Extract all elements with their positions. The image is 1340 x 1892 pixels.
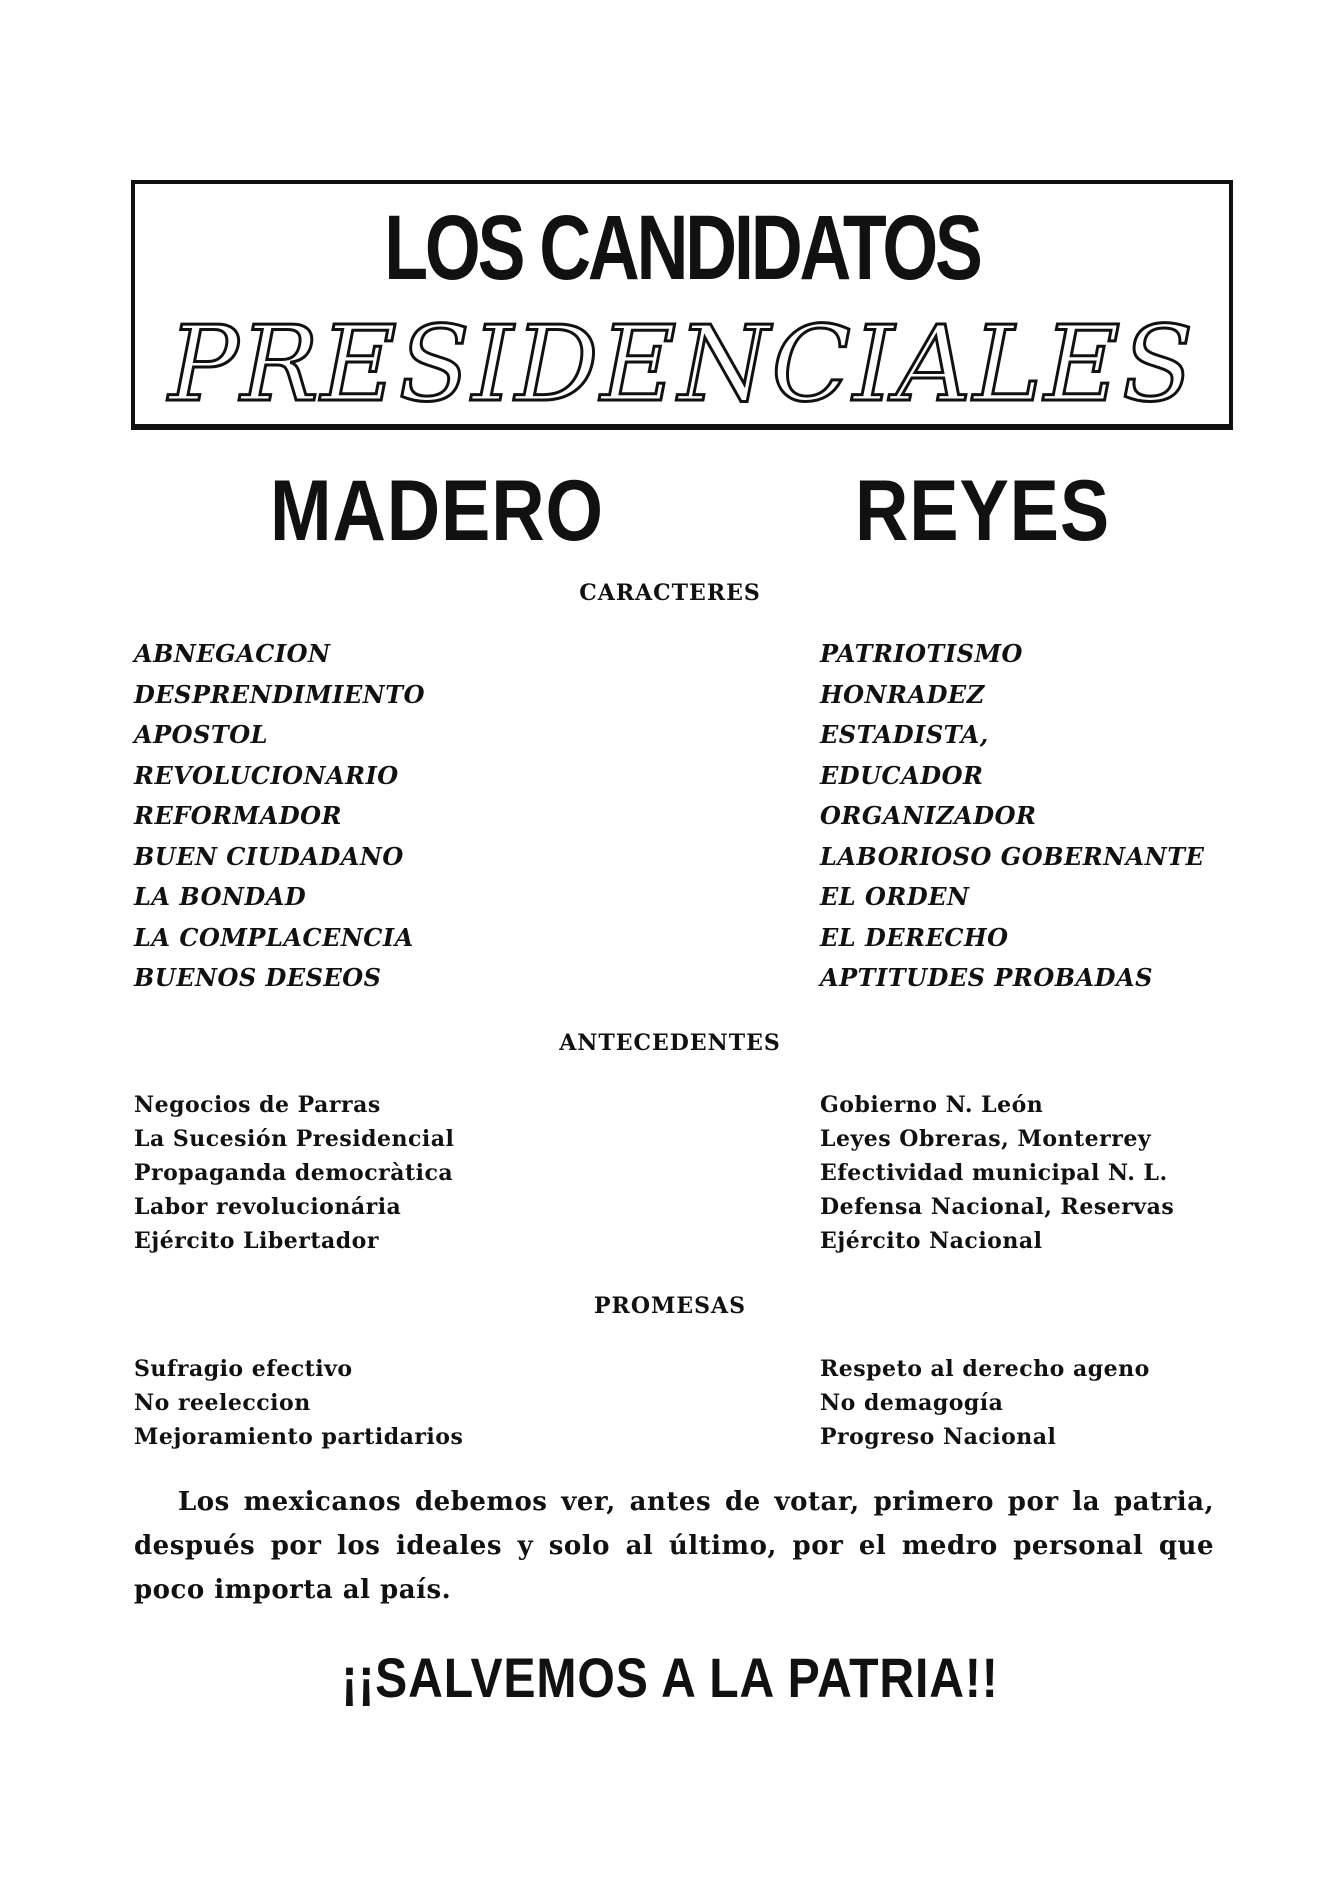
list-item: REVOLUCIONARIO bbox=[134, 760, 399, 790]
list-item: EDUCADOR bbox=[820, 760, 984, 790]
list-item: No reeleccion bbox=[134, 1390, 311, 1416]
list-item: ESTADISTA, bbox=[820, 720, 989, 749]
list-item: PATRIOTISMO bbox=[820, 639, 1023, 668]
list-item: Efectividad municipal N. L. bbox=[820, 1160, 1168, 1186]
candidate-reyes: REYES bbox=[855, 463, 1111, 559]
caracteres-right-list bbox=[820, 634, 1204, 999]
list-item: Mejoramiento partidarios bbox=[134, 1424, 464, 1450]
closing-paragraph: Los mexicanos debemos ver, antes de votar, primero por la patria, después por los ideales y solo al último, por el medro personal que poco importa al país. bbox=[134, 1487, 1214, 1605]
caracteres-left-list bbox=[134, 634, 425, 999]
list-item: Respeto al derecho ageno bbox=[820, 1356, 1150, 1382]
list-item: Negocios de Parras bbox=[134, 1092, 381, 1118]
section-title-antecedentes: ANTECEDENTES bbox=[559, 1030, 781, 1056]
section-title-promesas: PROMESAS bbox=[594, 1293, 746, 1319]
antecedentes-right-list bbox=[820, 1088, 1174, 1258]
list-item: Ejército Libertador bbox=[134, 1228, 379, 1254]
list-item: BUENOS DESEOS bbox=[134, 963, 382, 992]
antecedentes-left-list bbox=[134, 1088, 454, 1258]
list-item: APOSTOL bbox=[134, 720, 269, 749]
list-item: La Sucesión Presidencial bbox=[134, 1126, 455, 1152]
list-item: Labor revolucionária bbox=[134, 1194, 402, 1220]
list-item: APTITUDES PROBADAS bbox=[820, 963, 1153, 992]
list-item: LA BONDAD bbox=[134, 882, 307, 911]
slogan: ¡¡SALVEMOS A LA PATRIA!! bbox=[341, 1646, 999, 1709]
list-item: Leyes Obreras, Monterrey bbox=[820, 1126, 1152, 1152]
list-item: ORGANIZADOR bbox=[820, 801, 1037, 830]
list-item: EL DERECHO bbox=[820, 922, 1009, 952]
list-item: BUEN CIUDADANO bbox=[134, 841, 404, 871]
title-line-2: PRESIDENCIALES bbox=[168, 303, 1196, 425]
title-line-1: LOS CANDIDATOS bbox=[384, 197, 980, 299]
promesas-left-list bbox=[134, 1352, 463, 1454]
list-item: EL ORDEN bbox=[820, 882, 970, 911]
promesas-right-list bbox=[820, 1352, 1150, 1454]
list-item: Ejército Nacional bbox=[820, 1228, 1043, 1254]
list-item: HONRADEZ bbox=[820, 679, 985, 709]
candidate-madero: MADERO bbox=[270, 463, 604, 559]
title-frame bbox=[131, 180, 1233, 430]
list-item: Progreso Nacional bbox=[820, 1424, 1057, 1450]
list-item: DESPRENDIMIENTO bbox=[134, 679, 425, 709]
list-item: No demagogía bbox=[820, 1390, 1004, 1416]
list-item: REFORMADOR bbox=[134, 801, 342, 830]
list-item: ABNEGACION bbox=[134, 639, 331, 668]
list-item: LA COMPLACENCIA bbox=[134, 922, 414, 952]
list-item: Sufragio efectivo bbox=[134, 1356, 353, 1382]
list-item: Defensa Nacional, Reservas bbox=[820, 1194, 1175, 1220]
section-title-caracteres: CARACTERES bbox=[579, 580, 761, 606]
list-item: Gobierno N. León bbox=[820, 1092, 1044, 1118]
list-item: LABORIOSO GOBERNANTE bbox=[820, 841, 1205, 871]
list-item: Propaganda democràtica bbox=[134, 1160, 454, 1186]
